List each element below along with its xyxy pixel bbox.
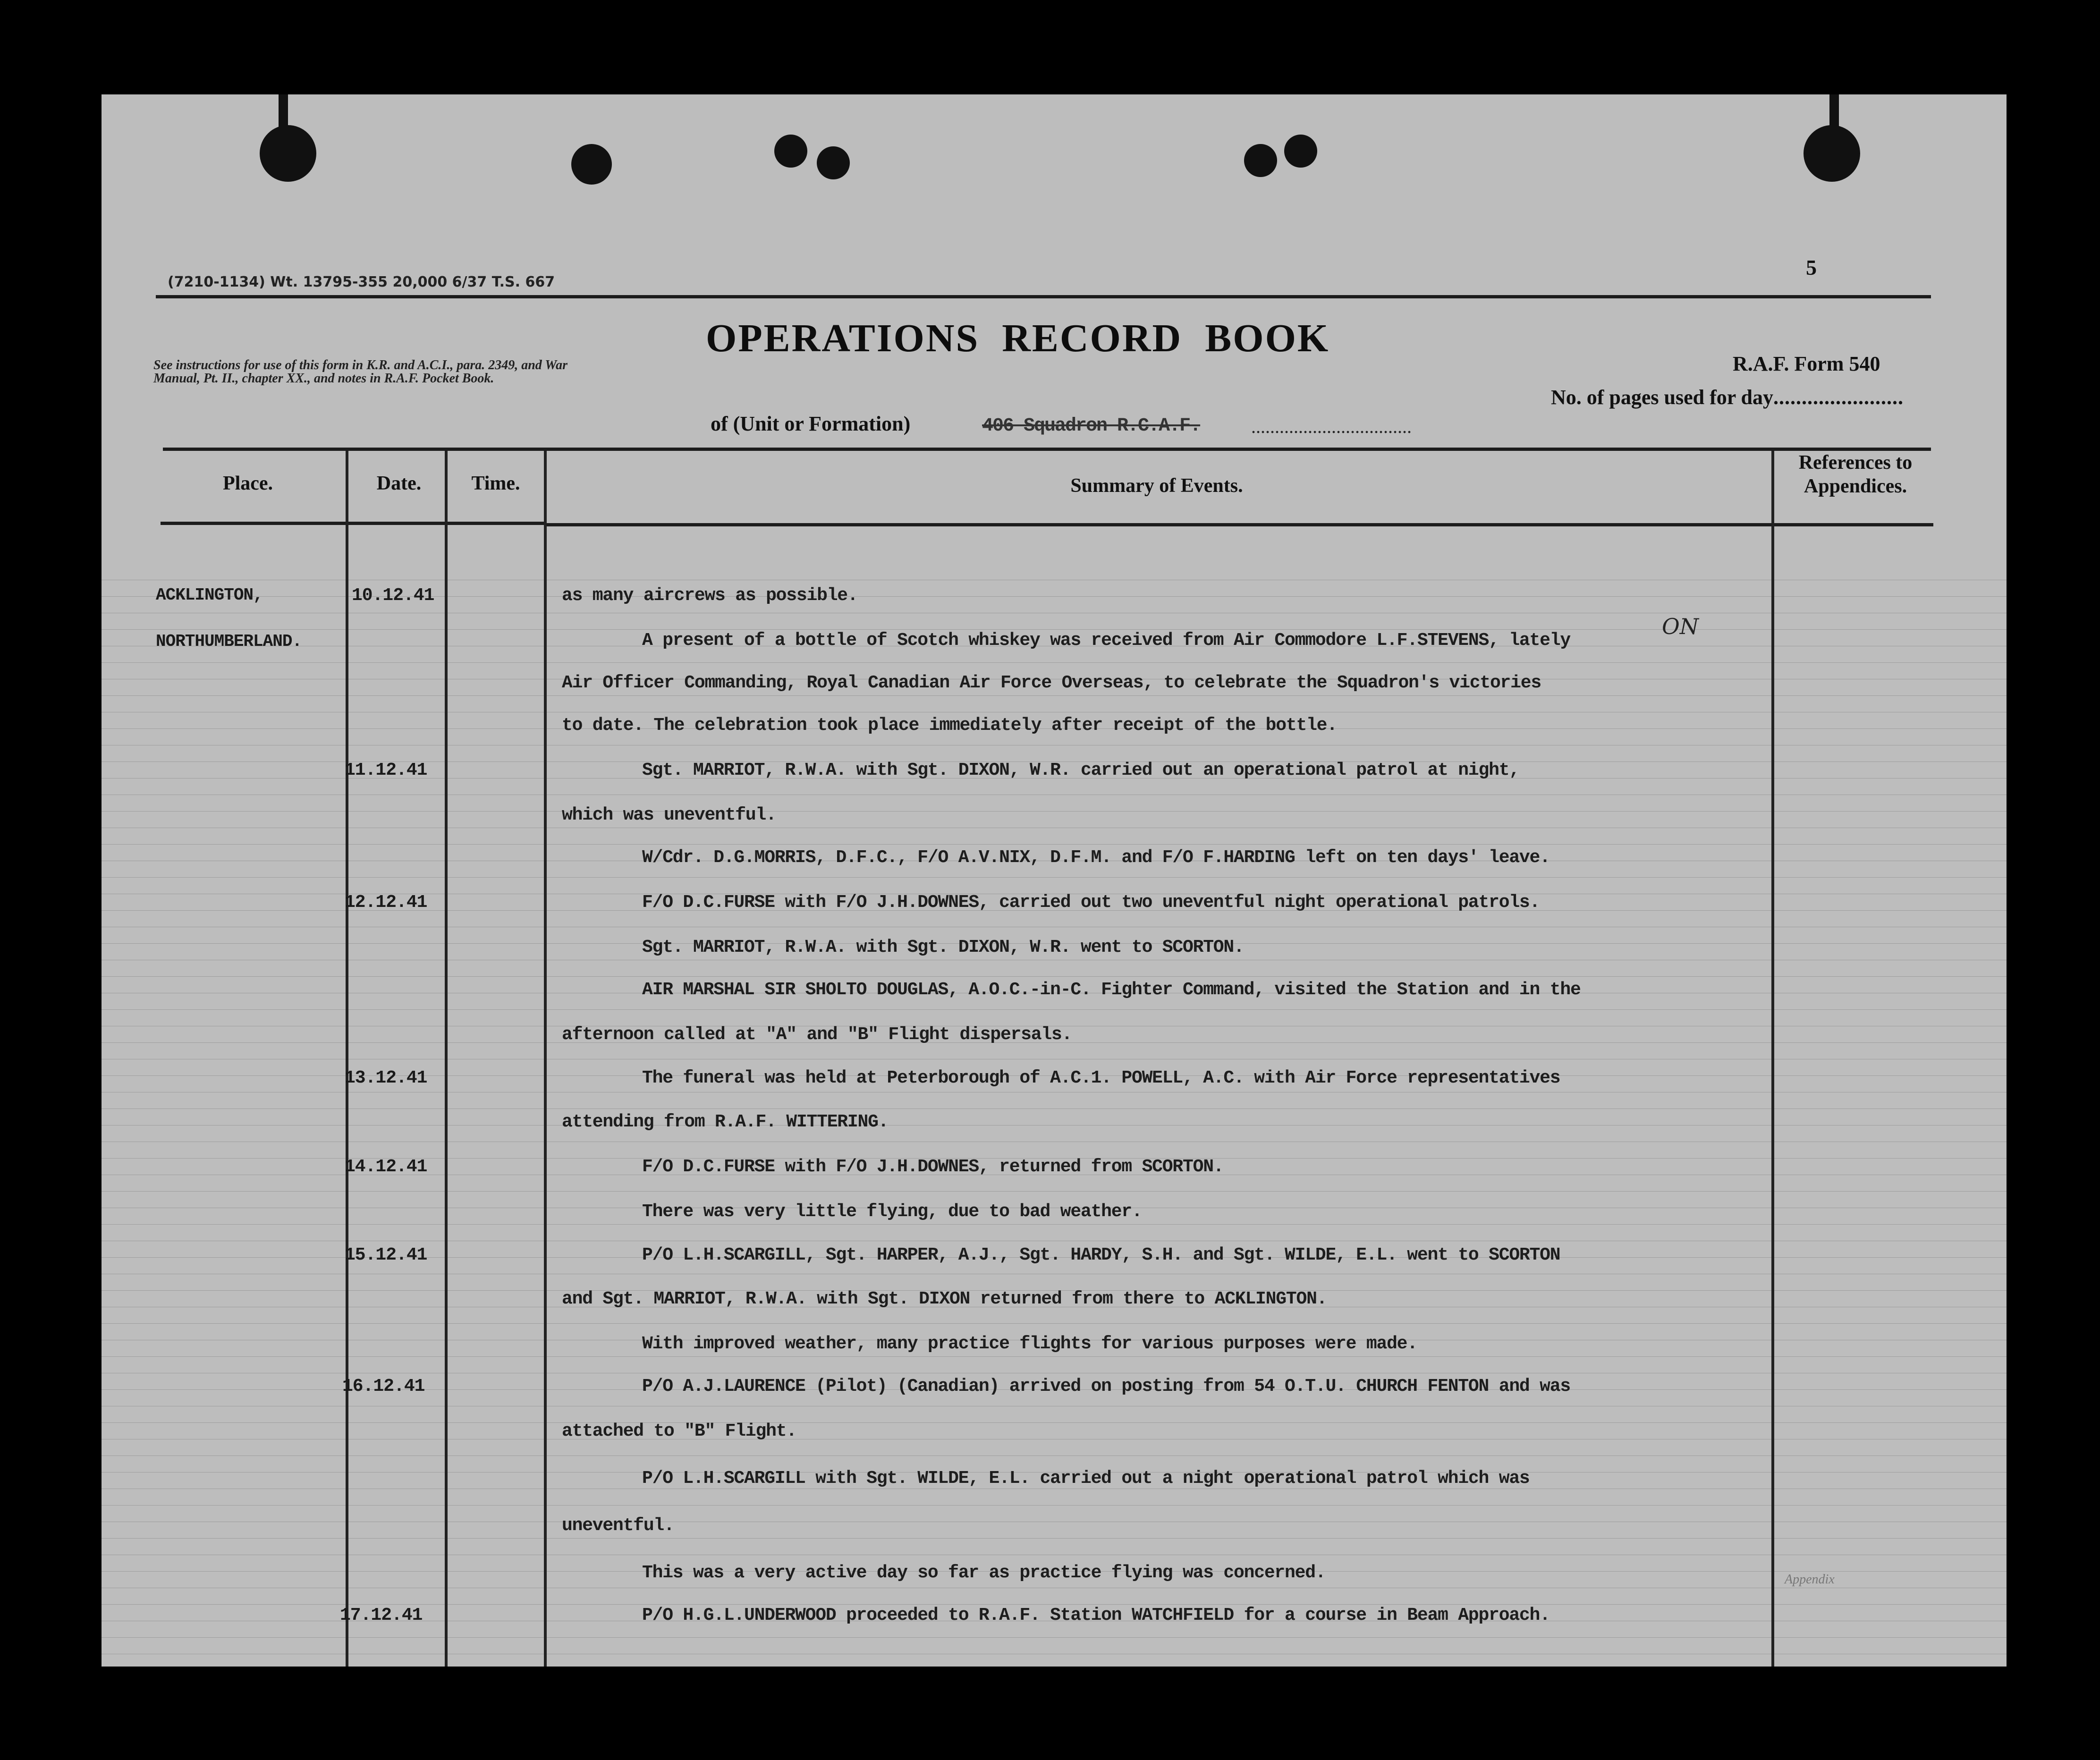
entry-line: Sgt. MARRIOT, R.W.A. with Sgt. DIXON, W.R. went to SCORTON. [642,937,1244,957]
entry-line: There was very little flying, due to bad weather. [642,1202,1142,1222]
punch-hole [1284,135,1317,168]
entry-line: F/O D.C.FURSE with F/O J.H.DOWNES, returned from SCORTON. [642,1157,1224,1177]
table-top-rule [163,448,1931,451]
entry-line: attached to "B" Flight. [562,1421,796,1441]
column-header-summary: Summary of Events. [1070,475,1243,497]
entry-line: which was uneventful. [562,805,776,825]
date-cell: 15.12.41 [345,1245,427,1265]
page-title: OPERATIONS RECORD BOOK [706,316,1330,360]
punch-hole [1244,144,1277,177]
header-underline-time [446,522,545,525]
entry-line: uneventful. [562,1515,674,1536]
pages-used-label: No. of pages used for day [1551,386,1774,409]
entry-line: Air Officer Commanding, Royal Canadian Air Force Overseas, to celebrate the Squadron's victories [562,673,1541,693]
column-divider [445,451,448,1667]
header-underline-references [1773,523,1933,526]
print-code: (7210-1134) Wt. 13795-355 20,000 6/37 T.S. 667 [168,274,555,290]
column-divider [1771,451,1774,1667]
entry-line: This was a very active day so far as practice flying was concerned. [642,1563,1326,1583]
entry-line: to date. The celebration took place immediately after receipt of the bottle. [562,715,1337,736]
column-divider [544,451,547,1667]
punch-hole [260,125,316,182]
header-underline-place [161,522,347,525]
page-number: 5 [1806,255,1817,279]
unit-dotted-line: .................................. [1251,416,1412,437]
entry-line: F/O D.C.FURSE with F/O J.H.DOWNES, carried out two uneventful night operational patrols. [642,892,1540,913]
punch-hole [571,144,612,185]
place-cell: ACKLINGTON, [156,585,263,605]
unit-label: of (Unit or Formation) [711,412,911,435]
column-header-time: Time. [471,473,520,494]
date-cell: 12.12.41 [345,892,427,913]
date-cell: 11.12.41 [345,760,427,780]
form-number: R.A.F. Form 540 [1733,352,1880,375]
entry-line: P/O L.H.SCARGILL, Sgt. HARPER, A.J., Sgt. HARDY, S.H. and Sgt. WILDE, E.L. went to SCORTON [642,1245,1560,1265]
column-header-references: References to Appendices. [1798,452,1913,497]
entry-line: P/O A.J.LAURENCE (Pilot) (Canadian) arrived on posting from 54 O.T.U. CHURCH FENTON and was [642,1376,1570,1396]
entry-line: Sgt. MARRIOT, R.W.A. with Sgt. DIXON, W.R. carried out an operational patrol at night, [642,760,1519,780]
date-cell: 13.12.41 [345,1068,427,1088]
date-cell: 14.12.41 [345,1157,427,1177]
column-divider [346,451,348,1667]
entry-line: AIR MARSHAL SIR SHOLTO DOUGLAS, A.O.C.-in-C. Fighter Command, visited the Station and in the [642,980,1581,1000]
entry-line: With improved weather, many practice flights for various purposes were made. [642,1334,1417,1354]
header-underline-summary [545,523,1773,526]
form-instructions: See instructions for use of this form in K.R. and A.C.I., para. 2349, and War Manual, Pt. II., chapter XX., and notes in R.A.F. Pocket Book. [153,358,568,386]
entry-line: P/O L.H.SCARGILL with Sgt. WILDE, E.L. carried out a night operational patrol which was [642,1468,1530,1489]
header-underline-date [347,522,446,525]
entry-line: attending from R.A.F. WITTERING. [562,1112,889,1132]
entry-line: and Sgt. MARRIOT, R.W.A. with Sgt. DIXON returned from there to ACKLINGTON. [562,1289,1327,1309]
entry-line: afternoon called at "A" and "B" Flight dispersals. [562,1024,1072,1045]
place-cell: NORTHUMBERLAND. [156,632,302,651]
entry-line: The funeral was held at Peterborough of A.C.1. POWELL, A.C. with Air Force representatives [642,1068,1560,1088]
date-cell: 16.12.41 [342,1376,425,1396]
entry-line: W/Cdr. D.G.MORRIS, D.F.C., F/O A.V.NIX, D.F.M. and F/O F.HARDING left on ten days' leave. [642,847,1550,868]
column-header-date: Date. [376,473,422,494]
entry-line: P/O H.G.L.UNDERWOOD proceeded to R.A.F. Station WATCHFIELD for a course in Beam Approach. [642,1605,1550,1625]
punch-hole [1804,125,1860,182]
handwritten-annotation: ON [1662,614,1699,639]
unit-value: 406 Squadron R.C.A.F. [982,415,1201,437]
column-header-place: Place. [222,473,273,494]
punch-hole [774,135,807,168]
margin-stamp: Appendix [1785,1572,1835,1587]
date-cell: 17.12.41 [340,1605,423,1625]
top-rule [156,295,1931,298]
punch-hole [817,146,850,179]
date-cell: 10.12.41 [352,585,434,606]
entry-line: A present of a bottle of Scotch whiskey was received from Air Commodore L.F.STEVENS, lately [642,630,1570,651]
entry-line: as many aircrews as possible. [562,585,858,606]
pages-used-field: No. of pages used for day....................... [1551,386,1904,409]
